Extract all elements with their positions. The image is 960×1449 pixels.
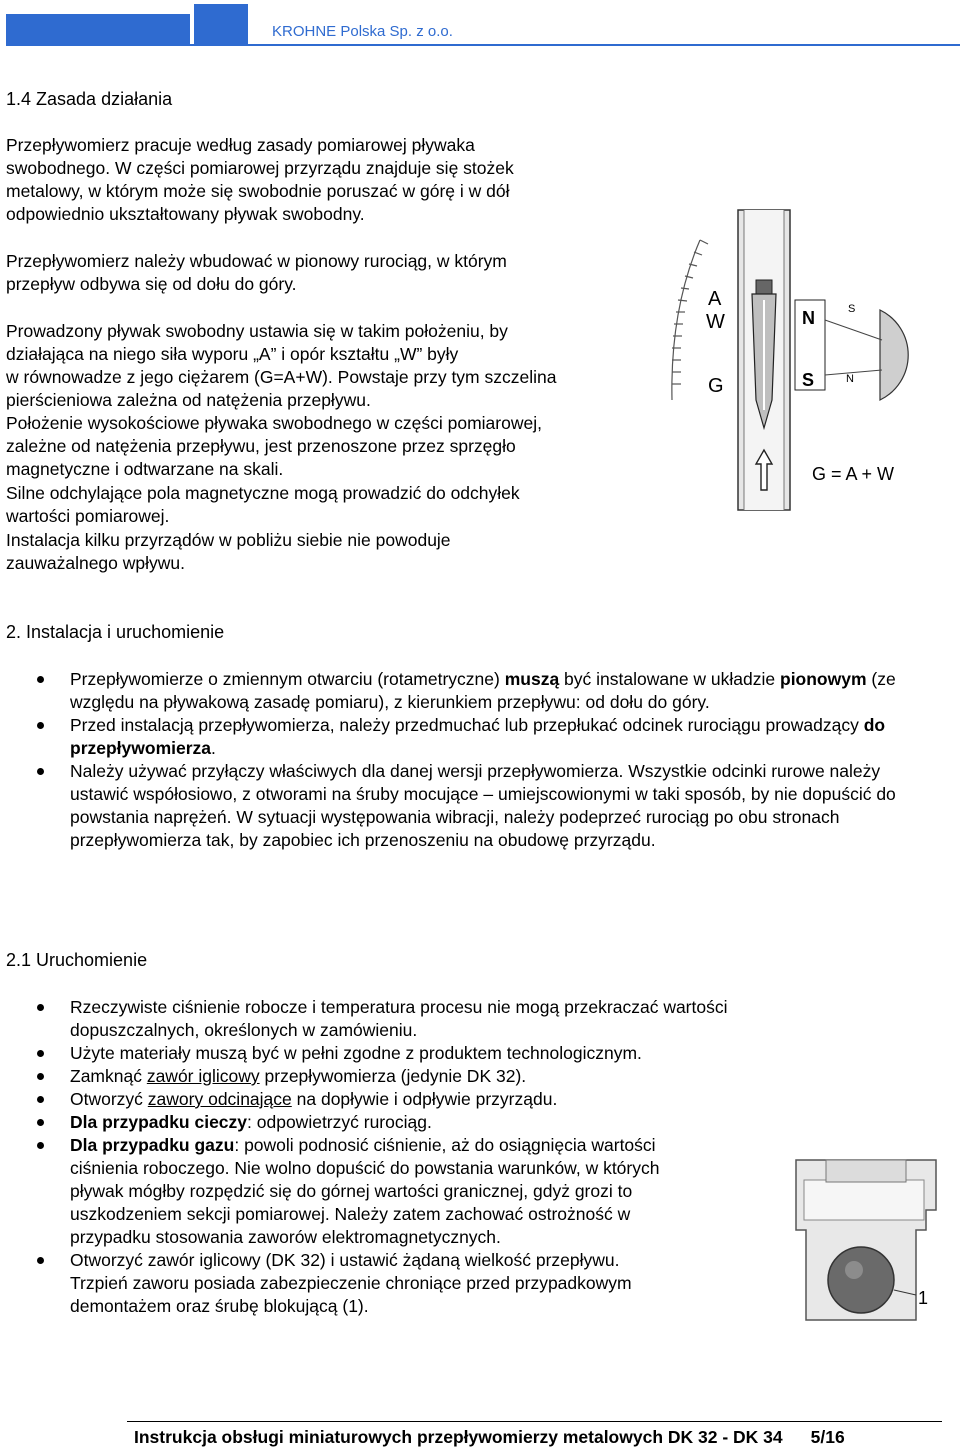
document-title: Instrukcja obsługi miniaturowych przepływomierzy metalowych DK 32 - DK 34: [134, 1427, 783, 1447]
list-item: Zamknąć zawór iglicowy przepływomierza (jedynie DK 32).: [0, 1065, 760, 1088]
paragraph-line: wartości pomiarowej.: [6, 506, 170, 526]
callout-label: 1: [918, 1288, 929, 1308]
scale-arc: [672, 240, 708, 400]
section-heading-1-4: 1.4 Zasada działania: [6, 89, 173, 109]
paragraph-line: magnetyczne i odtwarzane na skali.: [6, 459, 284, 479]
paragraph-line: Silne odchylające pola magnetyczne mogą prowadzić do odchyłek: [6, 483, 520, 503]
list-item: Należy używać przyłączy właściwych dla danej wersji przepływomierza. Wszystkie odcinki rurowe należy ustawić współosiowo, z otworami na śruby mocujące – umiejscowionymi w taki sposób, by nie dopuścić do powstania naprężeń. W sytuacji występowania wibracji, należy podeprzeć rurociąg po obu stronach przepływomierza tak, by zapobiec ich przenoszeniu na obudowę przyrządu.: [0, 760, 920, 852]
paragraph-line: Położenie wysokościowe pływaka swobodnego w części pomiarowej,: [6, 413, 542, 433]
footer-rule: [127, 1421, 942, 1422]
startup-list: [0, 996, 760, 1318]
locking-screw: [828, 1247, 894, 1313]
paragraph-line: zauważalnego wpływu.: [6, 553, 185, 573]
list-item: Użyte materiały muszą być w pełni zgodne z produktem technologicznym.: [0, 1042, 760, 1065]
list-item: Dla przypadku cieczy: odpowietrzyć rurociąg.: [0, 1111, 760, 1134]
paragraph-line: Przepływomierz należy wbudować w pionowy rurociąg, w którym: [6, 251, 507, 271]
paragraph-line: przepływ odbywa się od dołu do góry.: [6, 274, 297, 294]
header-logo-block-tall: [194, 4, 248, 44]
list-item: Otworzyć zawory odcinające na dopływie i odpływie przyrządu.: [0, 1088, 760, 1111]
needle-valve-diagram: [786, 1150, 946, 1330]
float-principle-diagram: [660, 200, 950, 530]
list-item: Przepływomierze o zmiennym otwarciu (rotametryczne) muszą być instalowane w układzie pionowym (ze względu na pływakową zasadę pomiaru), z kierunkiem przepływu: od dołu do góry.: [0, 668, 920, 714]
follower-n-label: N: [846, 373, 854, 385]
paragraph-line: metalowy, w którym może się swobodnie poruszać w górę i w dół: [6, 181, 510, 201]
paragraph-line: w równowadze z jego ciężarem (G=A+W). Powstaje przy tym szczelina: [6, 367, 557, 387]
installation-list: [0, 668, 920, 852]
paragraph-line: Prowadzony pływak swobodny ustawia się w takim położeniu, by: [6, 321, 508, 341]
paragraph-line: Instalacja kilku przyrządów w pobliżu siebie nie powoduje: [6, 530, 451, 550]
list-item: Otworzyć zawór iglicowy (DK 32) i ustawić żądaną wielkość przepływu. Trzpień zaworu posiada zabezpieczenie chroniące przed przypadkowym demontażem oraz śrubę blokującą (1).: [0, 1249, 760, 1318]
paragraph-line: pierścieniowa zależna od natężenia przepływu.: [6, 390, 371, 410]
company-name: KROHNE Polska Sp. z o.o.: [272, 23, 453, 40]
section-heading-2: 2. Instalacja i uruchomienie: [6, 622, 225, 642]
paragraph-line: odpowiednio ukształtowany pływak swobodny.: [6, 204, 365, 224]
page-footer: [134, 1427, 845, 1448]
magnet-n-label: N: [802, 308, 815, 328]
list-item: Rzeczywiste ciśnienie robocze i temperatura procesu nie mogą przekraczać wartości dopuszczalnych, określonych w zamówieniu.: [0, 996, 760, 1042]
section-heading-2-1: 2.1 Uruchomienie: [6, 950, 148, 970]
magnet-s-label: S: [802, 370, 815, 390]
force-w-label: W: [706, 311, 725, 333]
list-item: Przed instalacją przepływomierza, należy przedmuchać lub przepłukać odcinek rurociągu prowadzący do przepływomierza.: [0, 714, 920, 760]
follower-magnet: [880, 310, 908, 400]
paragraph-line: Przepływomierz pracuje według zasady pomiarowej pływaka: [6, 135, 475, 155]
header-rule: [6, 44, 960, 46]
formula-label: G = A + W: [812, 464, 895, 484]
force-g-label: G: [708, 375, 724, 397]
follower-s-label: S: [848, 303, 856, 315]
page-number: 5/16: [810, 1427, 845, 1447]
paragraph-line: swobodnego. W części pomiarowej przyrządu znajduje się stożek: [6, 158, 514, 178]
paragraph-line: działająca na niego siła wyporu „A” i opór kształtu „W” były: [6, 344, 459, 364]
list-item: Dla przypadku gazu: powoli podnosić ciśnienie, aż do osiągnięcia wartości ciśnienia roboczego. Nie wolno dopuścić do powstania warunków, w których pływak mógłby rozpędzić się do górnej wartości granicznej, gdyż grozi to uszkodzeniem sekcji pomiarowej. Należy zatem zachować ostrożność w przypadku stosowania zaworów elektromagnetycznych.: [0, 1134, 760, 1249]
paragraph-line: zależne od natężenia przepływu, jest przenoszone przez sprzęgło: [6, 436, 516, 456]
header-logo-block: [6, 14, 190, 44]
header-bar: [0, 0, 960, 48]
force-a-label: A: [708, 288, 722, 310]
